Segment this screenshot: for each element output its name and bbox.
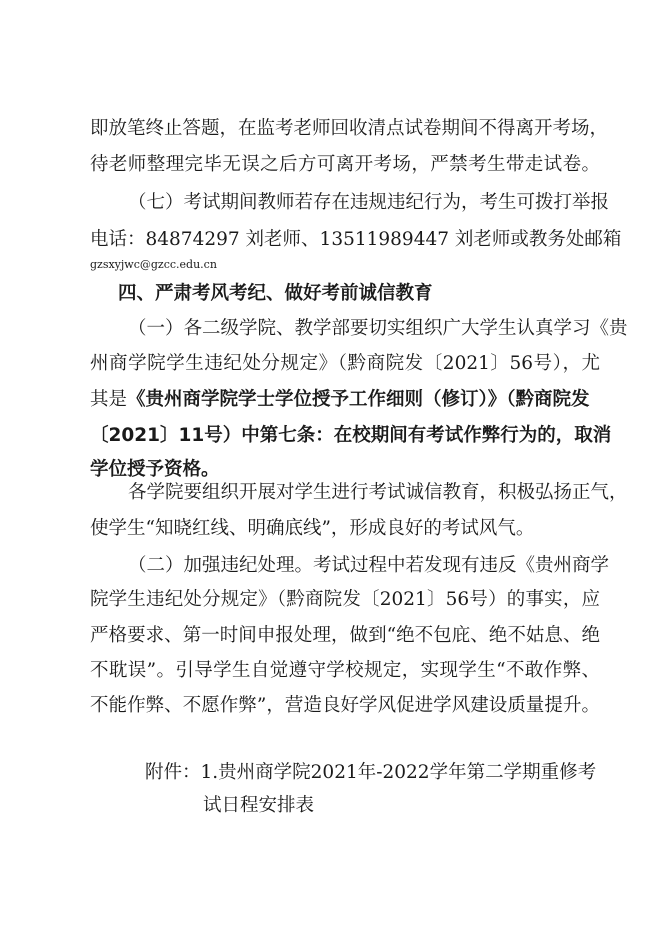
section-heading: 四、严肃考风考纪、做好考前诚信教育 [118,283,433,304]
attachment-line: 附件：1.贵州商学院2021年-2022学年第二学期重修考 [145,762,597,783]
text-line-bold: 学位授予资格。 [90,459,220,480]
text-bold: 《贵州商学院学士学位授予工作细则（修订）》（黔商院发 [127,389,590,410]
email-link[interactable]: gzsxyjwc@gzcc.edu.cn [90,258,217,271]
text-line: 不能作弊、不愿作弊”，营造良好学风促进学风建设质量提升。 [90,695,600,716]
text-line: 不耽误”。引导学生自觉遵守学校规定，实现学生“不敢作弊、 [90,660,600,681]
text-line: 使学生“知晓红线、明确底线”，形成良好的考试风气。 [90,518,535,539]
attachment-line: 试日程安排表 [203,795,315,816]
text-line: 州商学院学生违纪处分规定》（黔商院发〔2021〕56号），尤 [90,353,600,374]
text-line-bold: 〔2021〕11号）中第七条：在校期间有考试作弊行为的，取消 [90,425,612,446]
text-line [90,388,600,412]
text-line: （一）各二级学院、教学部要切实组织广大学生认真学习《贵 [128,318,628,339]
text-line: 即放笔终止答题，在监考老师回收清点试卷期间不得离开考场， [90,118,609,139]
text-line: 电话：84874297 刘老师、13511989447 刘老师或教务处邮箱 [90,229,622,250]
text-line: 严格要求、第一时间申报处理，做到“绝不包庇、绝不姑息、绝 [90,625,600,646]
text-normal: 其是 [90,389,128,410]
text-line: （二）加强违纪处理。考试过程中若发现有违反《贵州商学 [128,555,610,576]
text-line: 院学生违纪处分规定》（黔商院发〔2021〕56号）的事实，应 [90,589,600,610]
text-line: 各学院要组织开展对学生进行考试诚信教育，积极弘扬正气， [128,482,628,503]
text-line: 待老师整理完毕无误之后方可离开考场，严禁考生带走试卷。 [90,154,600,175]
text-line: （七）考试期间教师若存在违规违纪行为，考生可拨打举报 [128,192,610,213]
